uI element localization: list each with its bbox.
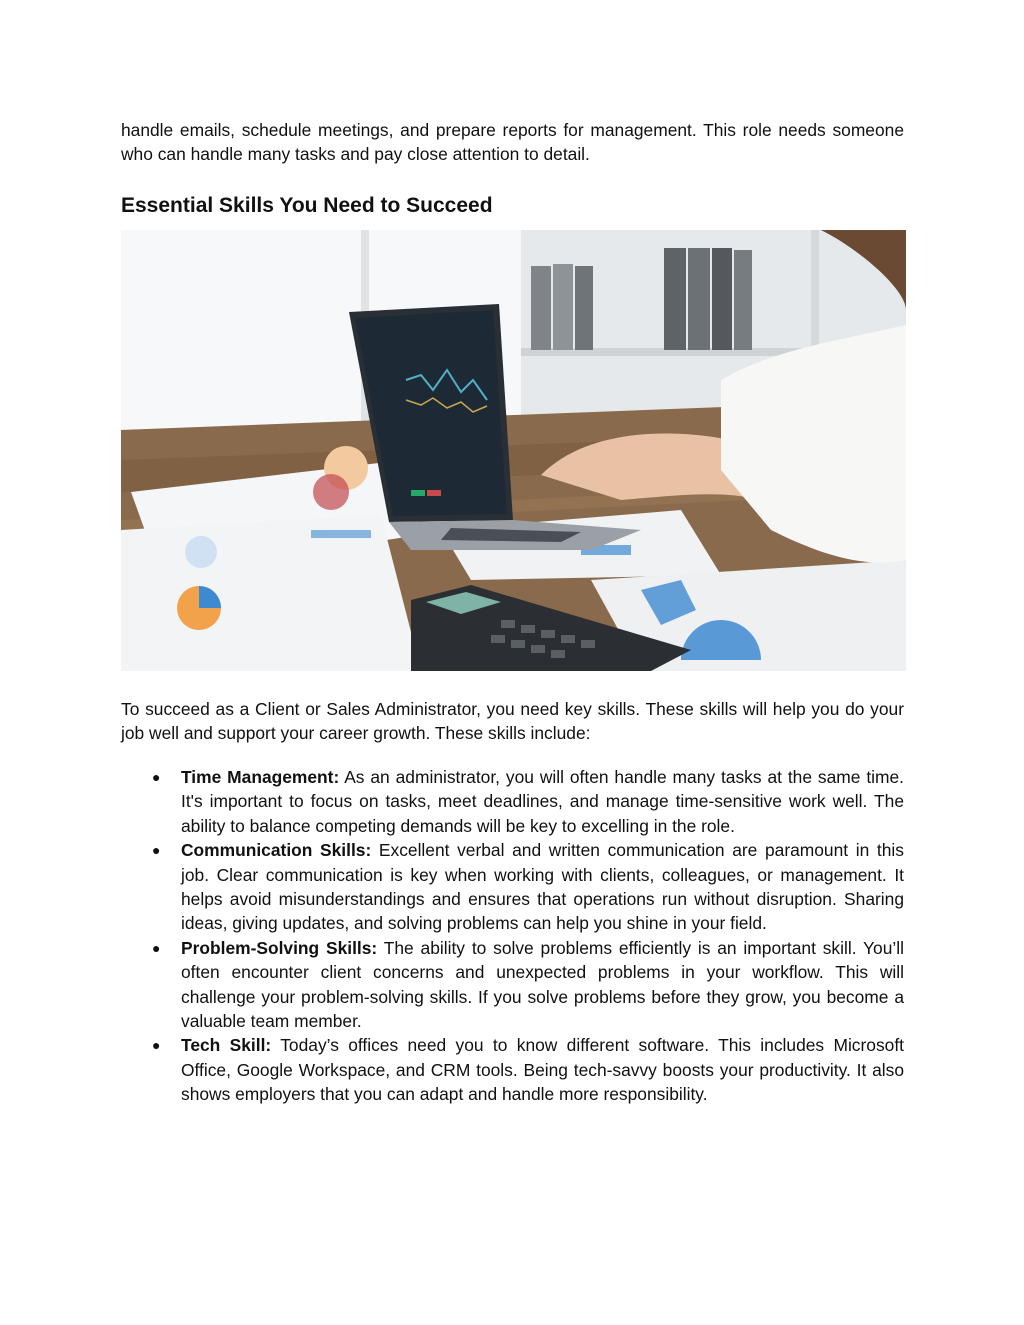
- skill-description: Excellent verbal and written communication are paramount in this job. Clear communication is key when working with clients, colleagues, or management. It helps avoid misunderstandings and ensures that operations run without disruption. Sharing ideas, giving updates, and solving problems can help you shine in your field.: [181, 840, 904, 934]
- skills-intro-paragraph: To succeed as a Client or Sales Administrator, you need key skills. These skills will help you do your job well and support your career growth. These skills include:: [121, 699, 904, 744]
- bullet-icon: ●: [152, 769, 161, 785]
- skill-description: Today’s offices need you to know different software. This includes Microsoft Office, Google Workspace, and CRM tools. Being tech-savvy boosts your productivity. It also shows employers that you can adapt and handle more responsibility.: [181, 1035, 904, 1105]
- section-heading: Essential Skills You Need to Succeed: [121, 194, 493, 217]
- skill-title: Communication Skills:: [181, 840, 372, 861]
- bullet-icon: ●: [152, 842, 161, 859]
- skills-list: [121, 765, 904, 1107]
- list-item: [121, 1033, 904, 1106]
- photo-illustration: [121, 230, 906, 671]
- list-item: [121, 765, 904, 838]
- bullet-icon: ●: [152, 1037, 161, 1054]
- office-laptop-photo: [121, 230, 906, 671]
- bullet-icon: ●: [152, 939, 161, 956]
- skill-title: Problem-Solving Skills:: [181, 937, 378, 958]
- skill-title: Tech Skill:: [181, 1035, 272, 1056]
- document-page: [121, 118, 904, 1105]
- skill-description: As an administrator, you will often handle many tasks at the same time. It's important to focus on tasks, meet deadlines, and manage time-sensitive work well. The ability to balance competing demands will be key to excelling in the role.: [181, 767, 904, 836]
- skill-title: Time Management:: [181, 767, 340, 787]
- skill-description: The ability to solve problems efficiently is an important skill. You’ll often encounter client concerns and unexpected problems in your workflow. This will challenge your problem-solving skills. If you solve problems before they grow, you become a valuable team member.: [181, 937, 904, 1032]
- intro-paragraph: handle emails, schedule meetings, and prepare reports for management. This role needs someone who can handle many tasks and pay close attention to detail.: [121, 120, 904, 165]
- list-item: [121, 936, 904, 1034]
- list-item: [121, 838, 904, 936]
